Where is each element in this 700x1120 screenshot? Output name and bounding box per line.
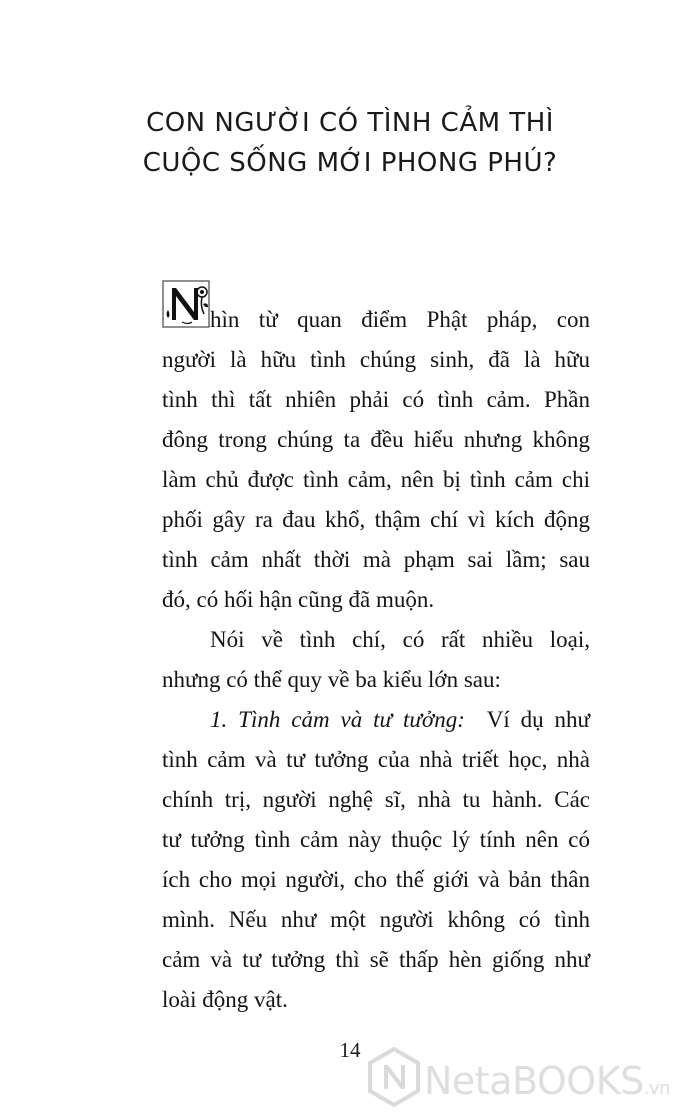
text-line [210, 700, 590, 740]
paragraph-1 [162, 340, 590, 620]
text-line [210, 620, 590, 660]
italic-heading: 1. Tình cảm và tư tưởng: [210, 707, 465, 732]
drop-cap-n-ornament [162, 280, 210, 328]
text-line: loài động vật. [162, 987, 288, 1012]
chapter-title-line-1: CON NGƯỜI CÓ TÌNH CẢM THÌ [146, 108, 554, 138]
text-line: làm chủ được tình cảm, nên bị tình cảm chi [162, 467, 590, 492]
text-line: ích cho mọi người, cho thế giới và bản thân [162, 867, 590, 892]
text-line: người là hữu tình chúng sinh, đã là hữu [162, 347, 590, 372]
text-line: tư tưởng tình cảm này thuộc lý tính nên có [162, 827, 590, 852]
paragraph-1-first-line [210, 300, 590, 340]
text-line: nhưng có thể quy về ba kiểu lớn sau: [162, 667, 501, 692]
text-line: đó, có hối hận cũng đã muộn. [162, 587, 435, 612]
paragraph-2-lines [162, 620, 590, 700]
page-number: 14 [339, 1038, 361, 1062]
chapter-title-line-2: CUỘC SỐNG MỚI PHONG PHÚ? [142, 148, 558, 178]
text-fragment: Ví dụ như [486, 707, 591, 732]
text-fragment: Nói về tình chí, có rất nhiều loại, [210, 627, 590, 652]
text-line: tình thì tất nhiên phải có tình cảm. Phần [162, 387, 590, 412]
watermark-suffix: .vn [643, 1078, 671, 1099]
text-line: phối gây ra đau khổ, thậm chí vì kích động [162, 507, 590, 532]
watermark-brand: NetaBOOKS [424, 1059, 644, 1103]
text-line: cảm và tư tưởng thì sẽ thấp hèn giống như [162, 947, 590, 972]
netabooks-logo-icon [368, 1047, 420, 1107]
text-line: tình cảm nhất thời mà phạm sai lầm; sau [162, 547, 590, 572]
watermark [368, 1043, 690, 1111]
text-line: mình. Nếu như một người không có tình [162, 907, 590, 932]
text-line: chính trị, người nghệ sĩ, nhà tu hành. Các [162, 787, 590, 812]
text-line: đông trong chúng ta đều hiểu nhưng không [162, 427, 590, 452]
paragraph-3 [162, 700, 590, 1020]
text-line: hìn từ quan điểm Phật pháp, con [210, 307, 590, 332]
watermark-text [424, 1059, 670, 1103]
text-line: tình cảm và tư tưởng của nhà triết học, nhà [162, 747, 590, 772]
